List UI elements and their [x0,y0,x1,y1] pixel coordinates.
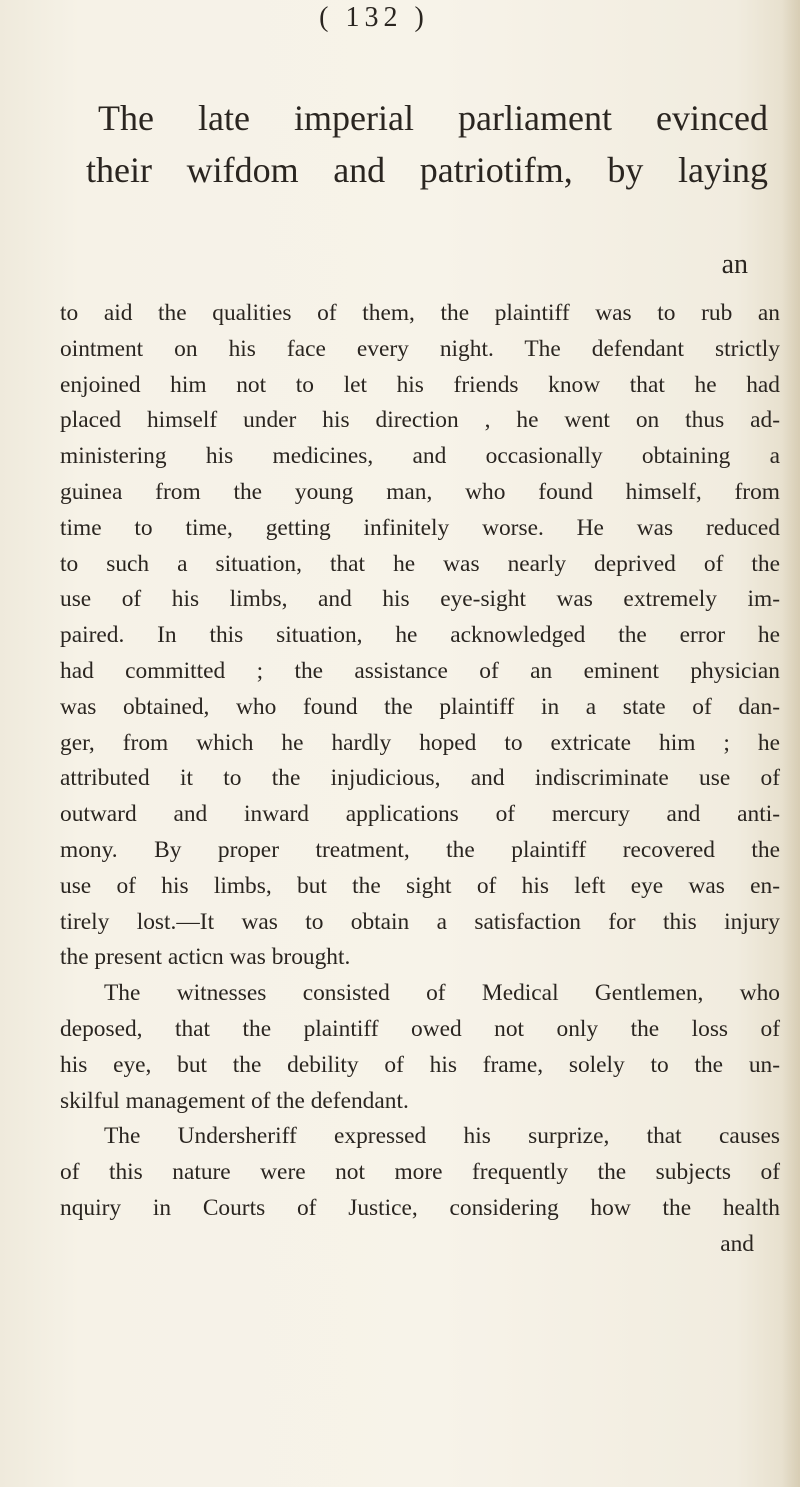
text-line: ministering his medicines, and occasionally obtaining a [60,443,780,470]
text-line: outward and inward applications of mercury and anti- [60,801,780,828]
text-line: enjoined him not to let his friends know that he had [60,371,780,398]
text-line: had committed ; the assistance of an eminent physician [60,657,780,684]
page-edge-shadow [782,0,800,1487]
passage-catchword: an [721,249,748,280]
text-line: The Undersheriff expressed his surprize, that causes [104,1123,780,1150]
text-line: guinea from the young man, who found himself, from [60,478,780,505]
page-number: ( 132 ) [319,2,429,33]
text-line: of this nature were not more frequently the subjects of [60,1159,780,1186]
text-line: tirely lost.—It was to obtain a satisfaction for this injury [60,908,780,935]
text-line: time to time, getting infinitely worse. He was reduced [60,514,780,541]
body-text [60,296,780,1263]
text-line: attributed it to the injudicious, and indiscriminate use of [60,765,780,792]
text-line: use of his limbs, and his eye-sight was extremely im- [60,586,780,613]
text-line: ointment on his face every night. The defendant strictly [60,335,780,362]
text-line: deposed, that the plaintiff owed not only the loss of [60,1015,780,1042]
passage-line: The late imperial parliament evinced [98,98,768,138]
text-line: his eye, but the debility of his frame, solely to the un- [60,1051,780,1078]
text-line: skilful management of the defendant. [60,1087,409,1114]
text-line: placed himself under his direction , he went on thus ad- [60,407,780,434]
text-line: to aid the qualities of them, the plaintiff was to rub an [60,300,780,326]
text-line: use of his limbs, but the sight of his left eye was en- [60,872,780,899]
text-line: was obtained, who found the plaintiff in a state of dan- [60,693,780,720]
text-line: nquiry in Courts of Justice, considering how the health [60,1194,780,1221]
passage-line: their wifdom and patriotifm, by laying [86,150,768,190]
text-line: the present acticn was brought. [60,944,351,971]
text-line: The witnesses consisted of Medical Gentlemen, who [104,980,780,1007]
text-line: ger, from which he hardly hoped to extricate him ; he [60,729,780,756]
text-line: mony. By proper treatment, the plaintiff recovered the [60,836,780,863]
text-line: to such a situation, that he was nearly deprived of the [60,550,780,577]
bleed-through-passage [86,92,768,196]
catchword: and [720,1230,754,1257]
text-line: paired. In this situation, he acknowledged the error he [60,622,780,649]
